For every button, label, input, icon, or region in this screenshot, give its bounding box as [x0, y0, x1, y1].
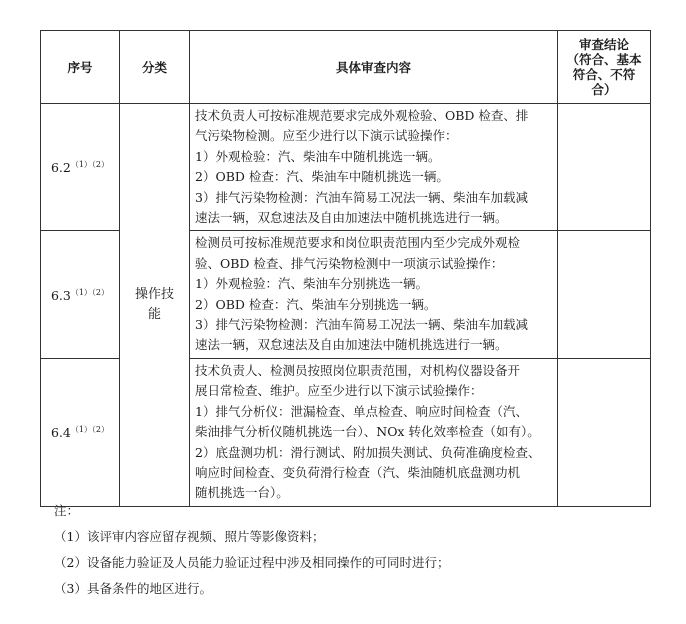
content-cell	[190, 104, 558, 231]
content-line: 展日常检查、维护。应至少进行以下演示试验操作：	[195, 383, 483, 399]
header-conclusion-line: 合）	[591, 82, 617, 97]
seq-cell	[41, 231, 120, 358]
note-item: （2）设备能力验证及人员能力验证过程中涉及相同操作的可同时进行；	[54, 555, 450, 570]
table-row	[41, 104, 651, 231]
seq-number: 6.3	[50, 287, 71, 303]
content-line: 速法一辆，双怠速法及自由加速法中随机挑选进行一辆。	[195, 337, 508, 353]
content-cell	[190, 231, 558, 358]
header-conclusion-line: 符合、不符	[572, 67, 636, 82]
header-conclusion-line: 审查结论	[578, 37, 629, 52]
content-line: 1）外观检验：汽、柴油车分别挑选一辆。	[195, 276, 428, 292]
header-content: 具体审查内容	[190, 31, 558, 104]
note-item: （1）该评审内容应留存视频、照片等影像资料；	[54, 529, 325, 544]
conclusion-cell[interactable]	[558, 104, 651, 231]
seq-cell	[41, 104, 120, 231]
content-line: 柴油排气分析仪随机挑选一台）、NOx 转化效率检查（如有）。	[195, 424, 540, 440]
header-category: 分类	[120, 31, 190, 104]
notes-label: 注：	[54, 503, 80, 518]
content-line: 2）OBD 检查：汽、柴油车中随机挑选一辆。	[195, 169, 449, 185]
seq-cell	[41, 358, 120, 506]
category-line: 能	[147, 306, 161, 322]
header-seq: 序号	[41, 31, 120, 104]
conclusion-cell[interactable]	[558, 358, 651, 506]
content-line: 检测员可按标准规范要求和岗位职责范围内至少完成外观检	[195, 235, 521, 251]
content-line: 3）排气污染物检测：汽油车简易工况法一辆、柴油车加载减	[195, 317, 528, 333]
seq-refs: （1）（2）	[70, 425, 110, 435]
header-conclusion	[558, 31, 651, 104]
category-line: 操作技	[134, 286, 174, 302]
content-line: 验、OBD 检查、排气污染物检测中一项演示试验操作：	[195, 255, 504, 271]
content-line: 技术负责人、检测员按照岗位职责范围，对机构仪器设备开	[195, 362, 521, 378]
seq-refs: （1）（2）	[70, 287, 110, 297]
notes-section	[54, 498, 449, 602]
seq-refs: （1）（2）	[70, 160, 110, 170]
conclusion-cell[interactable]	[558, 231, 651, 358]
content-line: 气污染物检测。应至少进行以下演示试验操作：	[195, 128, 458, 144]
note-item: （3）具备条件的地区进行。	[54, 581, 212, 596]
content-line: 1）排气分析仪：泄漏检查、单点检查、响应时间检查（汽、	[195, 403, 528, 419]
review-table	[40, 30, 651, 507]
seq-number: 6.4	[50, 425, 71, 441]
content-line: 2）底盘测功机：滑行测试、附加损失测试、负荷准确度检查、	[195, 444, 541, 460]
content-line: 技术负责人可按标准规范要求完成外观检验、OBD 检查、排	[195, 108, 529, 123]
content-line: 随机挑选一台）。	[195, 485, 289, 501]
content-line: 3）排气污染物检测：汽油车简易工况法一辆、柴油车加载减	[195, 189, 528, 205]
content-line: 2）OBD 检查：汽、柴油车分别挑选一辆。	[195, 296, 437, 312]
content-line: 速法一辆，双怠速法及自由加速法中随机挑选进行一辆。	[195, 210, 508, 226]
header-row	[41, 31, 651, 104]
seq-number: 6.2	[50, 160, 71, 176]
header-conclusion-line: （符合、基本	[566, 52, 642, 67]
content-cell	[190, 358, 558, 506]
content-line: 响应时间检查、变负荷滑行检查（汽、柴油随机底盘测功机	[195, 464, 521, 480]
content-line: 1）外观检验：汽、柴油车中随机挑选一辆。	[195, 148, 441, 164]
category-cell	[120, 104, 190, 507]
